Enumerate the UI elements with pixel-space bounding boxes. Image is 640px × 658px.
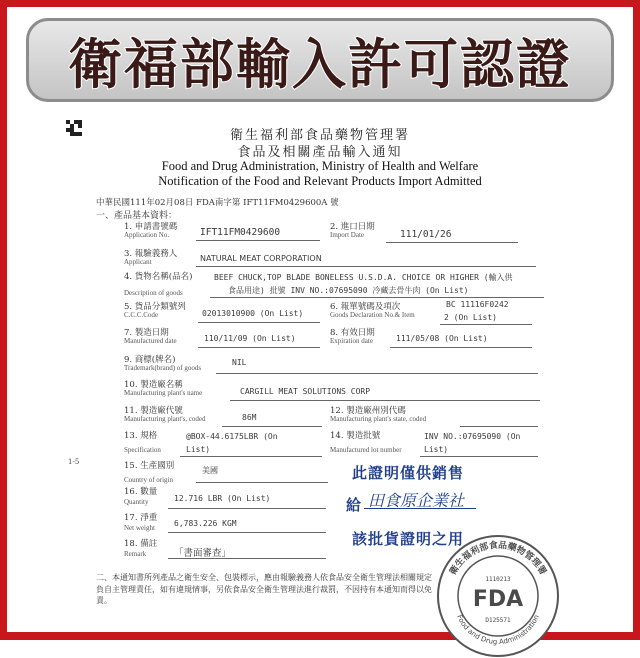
trademark-value: NIL bbox=[232, 358, 247, 367]
document-title-zh: 食品及相關產品輸入通知 bbox=[237, 145, 403, 160]
quantity-value: 12.716 LBR (On List) bbox=[174, 494, 271, 503]
plant-code-label: 11. 製造廠代號 Manufacturing plant's, coded bbox=[124, 406, 206, 424]
manufactured-date-label: 7. 製造日期 Manufactured date bbox=[124, 328, 177, 346]
lot-number-value-line2: List) bbox=[424, 445, 449, 454]
trademark-label: 9. 商標(牌名) Trademark(brand) of goods bbox=[124, 355, 202, 373]
agency-name-zh: 衛生福利部食品藥物管理署 bbox=[229, 128, 410, 143]
country-of-origin-value: 美國 bbox=[202, 466, 218, 475]
document-number-line: 中華民國111年02月08日 FDA南字第 IFT11FM0429600A 號 bbox=[96, 198, 339, 208]
applicant-label: 3. 報驗義務人 Applicant bbox=[124, 249, 178, 267]
specification-label: 13. 規格 Specification bbox=[124, 431, 161, 455]
document-title-en: Notification of the Food and Relevant Products Import Admitted bbox=[158, 174, 482, 188]
plant-state-code-label: 12. 製造廠州別代碼 Manufacturing plant's state, coded bbox=[330, 406, 427, 424]
goods-value-line1: BEEF CHUCK,TOP BLADE BONELESS U.S.D.A. CHOICE OR HIGHER (輸入供 bbox=[214, 273, 513, 282]
ccc-code-label: 5. 貨品分類號列 C.C.C.Code bbox=[124, 302, 186, 320]
country-of-origin-label: 15. 生產國別 Country of origin bbox=[124, 461, 175, 485]
quantity-label: 16. 數量 Quantity bbox=[124, 487, 158, 507]
agency-name-en: Food and Drug Administration, Ministry of Health and Welfare bbox=[161, 159, 479, 173]
field-underline bbox=[198, 322, 320, 323]
field-underline bbox=[168, 532, 326, 533]
field-underline bbox=[168, 558, 326, 559]
page-mark: 1-5 bbox=[68, 458, 80, 466]
import-date-value: 111/01/26 bbox=[400, 229, 452, 240]
declaration-no-value-line1: BC 11116F0242 bbox=[446, 300, 509, 309]
expiration-date-label: 8. 有效日期 Expiration date bbox=[330, 328, 375, 346]
plant-name-value: CARGILL MEAT SOLUTIONS CORP bbox=[240, 387, 371, 396]
field-underline bbox=[210, 297, 544, 298]
specification-value-line1: @BOX-44.6175LBR (On bbox=[186, 432, 278, 441]
field-underline bbox=[222, 426, 322, 427]
seal-code-bottom: D125571 bbox=[485, 617, 511, 624]
field-underline bbox=[180, 456, 322, 457]
remark-label: 18. 備註 Remark bbox=[124, 539, 158, 559]
applicant-value: NATURAL MEAT CORPORATION bbox=[200, 254, 322, 263]
field-underline bbox=[196, 482, 328, 483]
expiration-date-value: 111/05/08 (On List) bbox=[396, 334, 488, 343]
application-no-label: 1. 申請書號碼 Application No. bbox=[124, 222, 178, 240]
field-underline bbox=[420, 456, 538, 457]
application-no-value: IFT11FM0429600 bbox=[200, 227, 281, 238]
field-underline bbox=[196, 240, 320, 241]
fda-seal bbox=[436, 534, 560, 658]
manufactured-date-value: 110/11/09 (On List) bbox=[204, 334, 296, 343]
net-weight-label: 17. 淨重 Net weight bbox=[124, 513, 158, 533]
plant-code-value: 86M bbox=[242, 413, 257, 422]
field-underline bbox=[390, 347, 532, 348]
field-underline bbox=[216, 373, 538, 374]
field-underline bbox=[198, 347, 320, 348]
declaration-no-value-line2: 2 (On List) bbox=[444, 313, 497, 322]
fda-logo-text: FDA bbox=[472, 587, 524, 612]
field-underline bbox=[440, 324, 532, 325]
field-underline bbox=[386, 242, 518, 243]
specification-value-line2: List) bbox=[186, 445, 211, 454]
seal-ring-bottom-text: Food and Drug Administration bbox=[455, 613, 541, 647]
import-date-label: 2. 進口日期 Import Date bbox=[330, 222, 375, 240]
signature-underline bbox=[364, 508, 476, 509]
remark-value: 「書面審查」 bbox=[174, 548, 232, 559]
stamp-line-3: 該批貨證明之用 bbox=[352, 530, 465, 548]
section-heading: 一、產品基本資料： bbox=[96, 211, 178, 221]
title-banner bbox=[26, 18, 614, 102]
lot-number-label: 14. 製造批號 Manufactured lot number bbox=[330, 431, 402, 455]
goods-label: 4. 貨物名稱(品名) Description of goods bbox=[124, 272, 193, 298]
ccc-code-value: 02013010900 (On List) bbox=[202, 309, 304, 318]
notice-paragraph: 二、本通知書所列產品之衛生安全、包裝標示，應由報驗義務人依食品安全衛生管理法相關規定負自主管理責任，如有違規情事，另依食品安全衛生管理法進行裁罰，不因持有本通知而得以免責。 bbox=[96, 573, 432, 606]
seal-ring-text: 衛生福利部食品藥物管理署 bbox=[448, 540, 548, 577]
field-underline bbox=[460, 426, 538, 427]
field-underline bbox=[230, 400, 540, 401]
stamp-line-1: 此證明僅供銷售 bbox=[352, 464, 465, 482]
lot-number-value-line1: INV NO.:07695090 (On bbox=[424, 432, 521, 441]
seal-code-top: 1110213 bbox=[485, 576, 511, 583]
plant-name-label: 10. 製造廠名稱 Manufacturing plant's name bbox=[124, 380, 203, 398]
banner-title: 衛福部輸入許可認證 bbox=[68, 32, 572, 96]
handwritten-signature: 田食原企業社 bbox=[368, 491, 465, 510]
goods-value-line2: 食品用途) 批號 INV NO.:07695090 冷藏去骨牛肉 (On List) bbox=[228, 286, 469, 295]
declaration-no-label: 6. 報單號碼及項次 Goods Declaration No.& Item bbox=[330, 302, 415, 320]
field-underline bbox=[168, 508, 326, 509]
net-weight-value: 6,783.226 KGM bbox=[174, 519, 237, 528]
field-underline bbox=[196, 266, 536, 267]
stamp-line-2-prefix: 給 bbox=[346, 496, 363, 514]
